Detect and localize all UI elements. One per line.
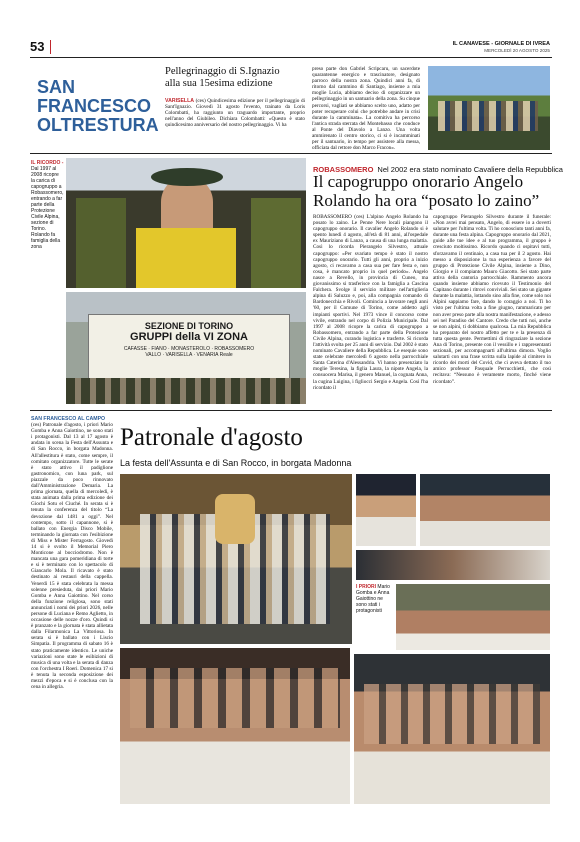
article2-text-col1: ROBASSOMERO (ces) L'alpino Angelo Rolando ha posato lo zaino. Le Penne Nere locali piangono il capogruppo onorario. Il cavalier Angelo Rolando si è spento lunedì 4 agosto, all'età di 81 anni, all'ospedale ex Mauriziano di Lanzo, a causa di una lunga malattia. Così lo ricorda Pierangelo Silvestro, attuale capogruppo: «Per svariato tempo è stato il nostro capogruppo onorario. Tutti gli anni, proprio a inizio agosto, ci recavamo a casa sua per fare festa e, non cosa, è mancato proprio in quel periodo». Angelo nasce a Revello, in provincia di Cuneo, ma giovanissimo si trasferisce con la famiglia a Cascina Falchera. Svolge il servizio militare nell'artiglieria alpina di Saluzzo e, poi, alla compagnia comando di Bardonecchia e Rivoli. Comincia a lavorare negli anni '60, per il Comune di Torino, come addetto agli impianti sportivi. Nel 1973 vince il concorso come vivile, entrando nel corpo di Polizia Municipale. Dal 1997 al 2008 ricopre la carica di capogruppo a Robassomero, entrando a far parte della Protezione Civile Alpina, curando logistica e trasferte. Si ricorda l'attività svolta per 25 anni di servizio. Dal 2002 è stato nominato Cavaliere della Repubblica. Le esequie sono state celebrate mercoledì 6 agosto nella parrocchiale Santa Caterina d'Alessandria. Vi hanno presenziato la moglie Teresina, la figlia Laura, la nipote Angela, la consuocera Marisa, il genero Manuel, la cognata Anna, la cugina Luigina, i figliocci Sergio e Angela. Così l'ha ricordato il xyxy=(313,214,428,391)
banner-sign-line1: SEZIONE DI TORINO xyxy=(144,321,234,331)
article2-caption-text: Dal 1997 al 2008 ricopre la carica di capogruppo a Robassomero, entrando a far parte della Protezione Civile Alpina, sezione di Torino. Rolando fa famiglia della zona xyxy=(31,166,64,250)
header-rule xyxy=(30,57,552,58)
article1-title-line2: alla sua 15esima edizione xyxy=(165,78,273,89)
article3-text: (ces) Patronale d'agosto, i priori Mario Gomba e Anna Gaiottino, ne sono stati i protagonisti. Dal 13 al 17 agosto è andata in scena la Festa dell'Assunta e di San Rocco, in borgata Madonna. All'allestitura è stato, come sempre, il comitato organizzatore. Tutte le serate è stato attivo il padiglione gastronomico, con luna park, sul piazzale da poco rinnovato dall'Amministrazione Demaria. La prima giornata, quella di mercoledì, è stata animata dalla prima edizione dei Giochi Sotu el Ciuché. In serata si è tenuta la conferenza del titolo “La devozione dal 1481 a oggi”. Nel contempo, sotto il capannone, si è ballato con Energia Disco Mobile, terminando la giornata con l'esibizione di Miss e Mister Ferragosto. Giovedì 14 si è svolto il Memorial Piero Monticone al bocciodromo. Non è mancata una gara pomeridiana di torte e si è terminato con lo spettacolo di Giancarlo Mola. Il ricavato è stato destinato ai restauri della cappella. Venerdì 15 è stata celebrata la messa solenne presieduta, dai priori Mario Gomba e Anna Gaiottino. Nel corso della funzione religiosa, sono stati annunciati i nomi dei priori 2026, nelle persone di Luciana e Remo Aglietto, in occasione delle nozze d'oro. Quindi si è pranzato e la giornata è stata allietata dalla Filarmonica La Vittoriosa. In serata si è ballato con i Liscio Simpatia. Il programma di sabato 16 è stato praticamente identico. Le uniche variazioni sono state le esibizioni di musica di una volta e la serata di danza con l'orchestra I Roeri. Domenica 17 si è tenuta la seconda esposizione dei mezzi d'epoca e si è conclusa con la cena in allegria. xyxy=(31,422,113,691)
procession-photo xyxy=(120,474,352,644)
article3-title: Patronale d'agosto xyxy=(120,424,303,451)
article1-title-line1: Pellegrinaggio di S.Ignazio xyxy=(165,66,280,77)
header-date: MERCOLEDÌ 20 AGOSTO 2025 xyxy=(484,48,550,53)
header-divider xyxy=(50,40,51,54)
article1-bottom-rule xyxy=(30,153,552,154)
banner-line1: SAN xyxy=(37,77,76,97)
article2-title-line1: Il capogruppo onorario Angelo xyxy=(313,172,524,191)
article2-caption-label: IL RICORDO - xyxy=(31,160,64,166)
banner-sign-line2: GRUPPI della VI ZONA xyxy=(130,331,248,343)
article1-text: (ces) Quindicesima edizione per il pellegrinaggio di Sant'Ignazio. Giovedì 31 agosto l'evento, trainato da Loris Colombatti, ha raggiunto un traguardo importante, proprio nell'anno del Giubileo. Dichiara Colombatti: «Questo è stato quindicesimo anniversario del nostro pellegrinaggio. Vi ha xyxy=(165,98,305,129)
dinner-photo-1 xyxy=(356,474,416,546)
article1-text-col2: preso parte don Gabriel Scripcaru, un sacerdote quarantenne energico e trascinatore, designato parroco della nostra zona. Quindici anni fa, di ritorno dal cammino di Santiago, insieme a mia moglie Lucia, abbiamo deciso di organizzare un pellegrinaggio in un santuario della zona. Su cinque percorsi, vagliati se abbiamo scelto uno, adatto per poter recuperare colui che potrebbe andare in crisi durante la camminata». La comitiva ha percorso l'antica strada sterrata del Montebasso che conduce al Ponte del Diavolo a Lanzo. Una volta ammirenato il centro storico, ci si è incamminati per il santuario, in tempo per assistere alla messa, officiata dal rettore don Marco Fracon». xyxy=(312,66,420,150)
festa-table-photo-1 xyxy=(120,648,350,804)
article3-body xyxy=(31,416,113,806)
banner-sign-line3: CAFASSE · FIANO · MONASTEROLO · ROBASSOMERO xyxy=(123,346,255,352)
article2-bottom-rule xyxy=(30,410,552,411)
article1-body xyxy=(165,98,305,150)
paper-name: IL CANAVESE - GIORNALE DI IVREA xyxy=(452,41,550,47)
article1-place: VARISELLA xyxy=(165,98,195,104)
banner-line3: OLTRESTURA xyxy=(37,115,159,135)
article2-title xyxy=(313,172,553,210)
article3-caption-text: Mario Gomba e Anna Gaiottino ne sono stati i protagonisti xyxy=(356,584,390,614)
article3-side-title: SAN FRANCESCO AL CAMPO xyxy=(31,416,106,422)
article3-caption-label: I PRIORI xyxy=(356,584,377,590)
article2-caption xyxy=(31,160,64,255)
article3-caption xyxy=(356,584,392,644)
banner-line2: FRANCESCO xyxy=(37,96,152,116)
article1-title xyxy=(165,66,305,90)
priori-photo xyxy=(396,584,550,650)
article2-text-col2: capogruppo Pierangelo Silvestro durante il funerale: «Non avrei mai pensato, Angelo, di essere io a doverti salutare per l'ultima volta. Ti ho conosciuto tanti anni fa, durante una festa alpina. Capogruppo onorario dal 2021, guide alle tue idee e al tuo programma, il gruppo è cresciuto moltissimo. Ricordo quando ci ospitavi tutti, sforzavamo il centinaio, a casa tua per il 2 agosto. Hai messo a disposizione la tua esperienza a favore del gruppo di Protezione Civile Alpina, insieme a Dino, Giorgio e il compianto Mauro Giacotto. Sei stato parte attiva della cantoria parrocchiale. Rammento ancora quando insieme abbiamo ricevuto il Testimonio del Capitano durante i ritrovi conviviali. Sei stato un gigante durante la malattia, lottando sino alla fine, come solo noi Alpini sappiamo fare, dando lo coraggio a noi. Ti ho visto per l'ultima volta a fine giugno, rammaricato per non aver preso parte alla nostra manifestazione, e adesso sei nel Paradiso del Cantore. Credo che tutti noi, anche se non alpini, ti dobbiamo qualcosa. La mia Repubblica ha preparato del nostro affetto per te e la presenza di tutta questa gente. Permettimi di ringraziare la sezione Ana di Torino, presente con il vessillo e i rappresentanti sezionali, per accompagnarti all'ultima dimora. Voglio salutarti con una frase scritta sulla lapide al cimitero in ricordo dei morti del Covid, che ci aveva dettato il tuo amico professor Pasquale Perrucchietti, che così recitava: “Nessuno è veramente morto, finché viene ricordato”. xyxy=(433,214,551,385)
dinner-photo-2 xyxy=(420,474,550,546)
article1-group-photo xyxy=(428,66,550,150)
alpini-portrait-photo xyxy=(66,158,306,288)
dinner-photo-3 xyxy=(356,550,550,580)
gruppi-banner-photo xyxy=(66,292,306,404)
article2-title-line2: Rolando ha ora “posato lo zaino” xyxy=(313,191,540,210)
article1-body-col2 xyxy=(312,66,420,150)
section-banner xyxy=(37,78,159,135)
article2-body-col1 xyxy=(313,214,428,404)
article3-subtitle: La festa dell'Assunta e di San Rocco, in borgata Madonna xyxy=(120,458,352,468)
page-number: 53 xyxy=(30,39,45,54)
article2-kicker-text: Nel 2002 era stato nominato Cavaliere della Repubblica xyxy=(377,165,563,174)
article2-kicker-place: ROBASSOMERO xyxy=(313,165,374,174)
banner-sign-line4: VALLO · VARISELLA · VENARIA Reale xyxy=(145,352,233,358)
article2-body-col2 xyxy=(433,214,551,404)
festa-table-photo-2 xyxy=(354,654,550,804)
